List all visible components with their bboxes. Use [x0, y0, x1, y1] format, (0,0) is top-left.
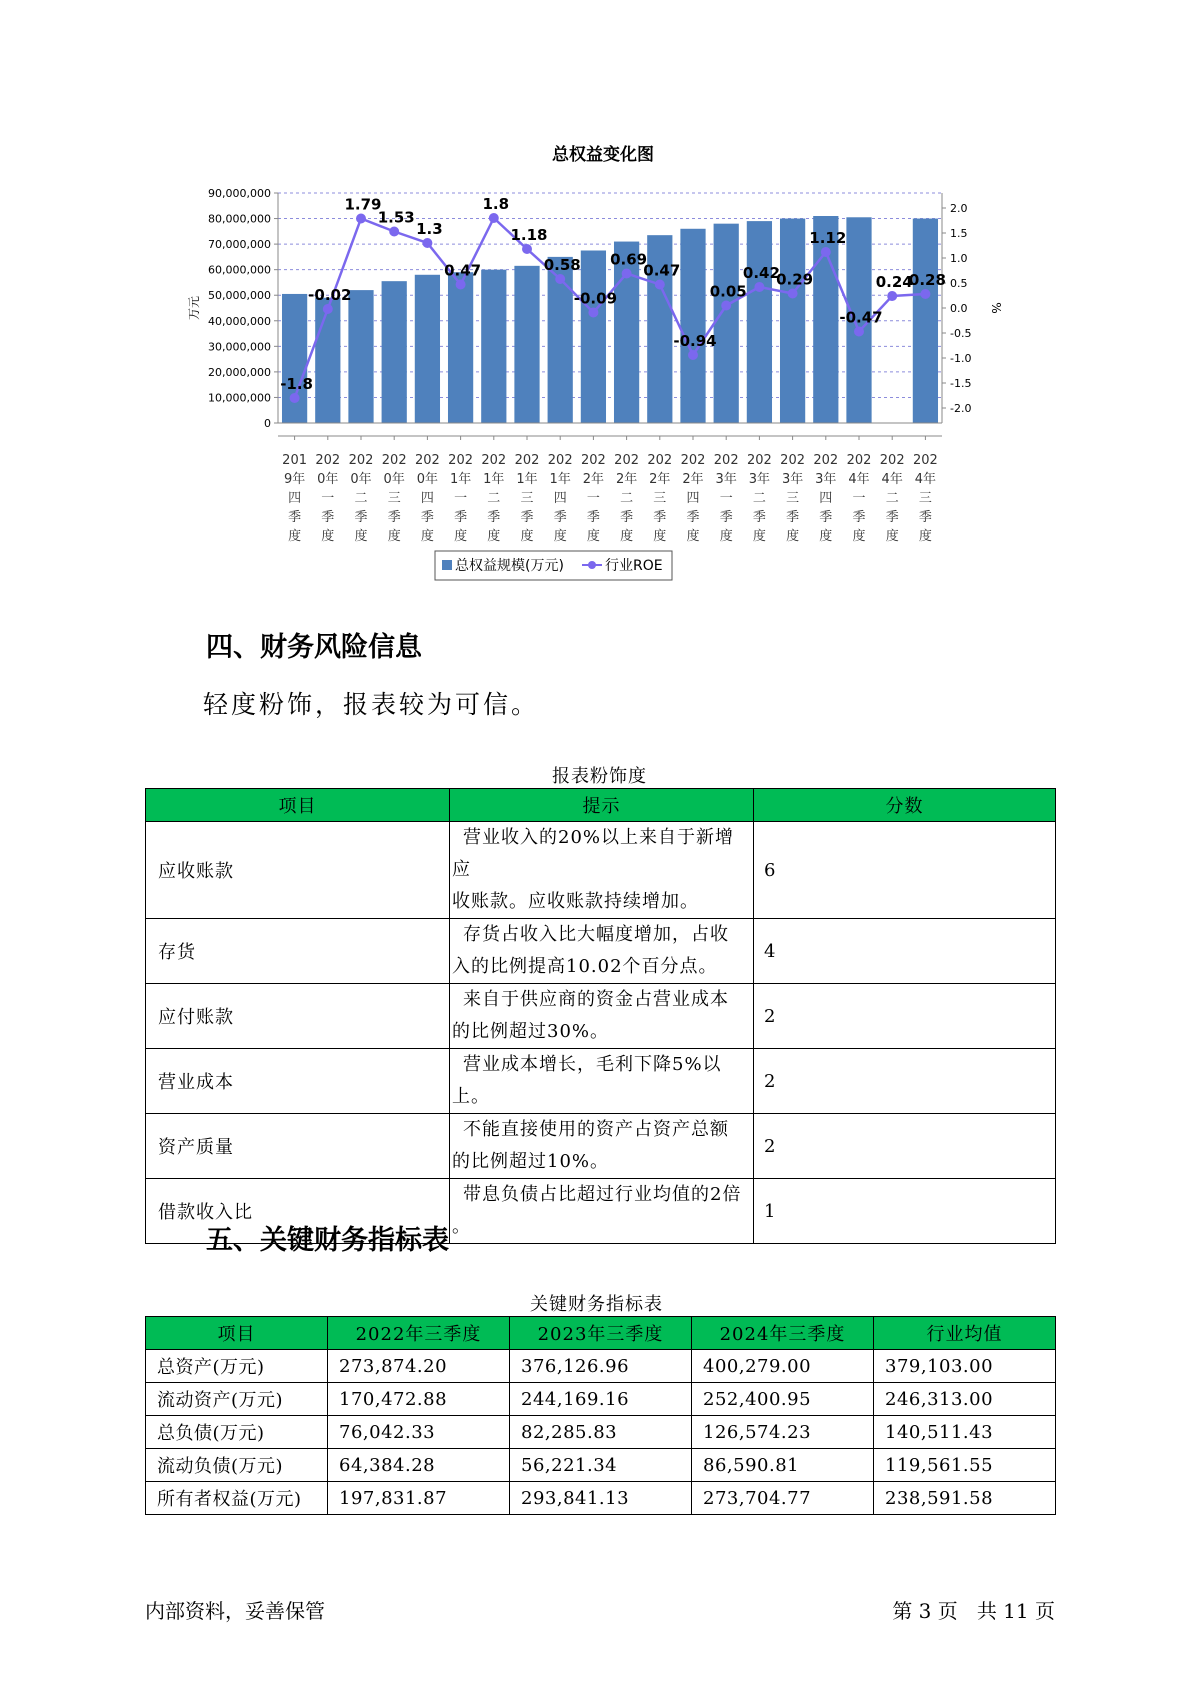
x-tick-label: 度: [420, 529, 434, 544]
x-tick-label: 度: [487, 529, 501, 544]
hint-line: 的比例超过10%。: [452, 1151, 610, 1172]
x-tick-label: 季: [454, 510, 468, 525]
x-tick-label: 2年: [649, 472, 671, 487]
x-tick-label: 季: [719, 510, 733, 525]
x-tick-label: 季: [653, 510, 667, 525]
right-tick-label: -2.0: [950, 402, 972, 415]
footer-page-number: 第 3 页 共 11 页: [892, 1599, 1055, 1623]
right-tick-label: -1.5: [950, 377, 972, 390]
x-tick-label: 度: [752, 529, 766, 544]
x-tick-label: 二: [620, 491, 634, 506]
roe-data-label: -0.94: [673, 332, 717, 350]
x-tick-label: 1年: [449, 472, 472, 487]
equity-bar: [581, 251, 606, 424]
equity-bar: [448, 272, 473, 423]
x-tick-label: 一: [454, 491, 468, 506]
risk-score: 1: [754, 1179, 1056, 1244]
right-tick-label: 0.0: [950, 302, 968, 315]
x-tick-label: 0年: [416, 472, 439, 487]
x-tick-label: 四: [819, 491, 833, 506]
right-tick-label: 0.5: [950, 277, 968, 290]
x-tick-label: 季: [586, 510, 600, 525]
kf-value: 244,169.16: [510, 1383, 692, 1416]
kf-value: 64,384.28: [328, 1449, 510, 1482]
roe-data-label: -1.8: [280, 375, 314, 393]
roe-point: [456, 280, 466, 290]
roe-data-label: 0.47: [444, 261, 482, 280]
risk-score: 2: [754, 984, 1056, 1049]
x-tick-label: 202: [448, 453, 474, 468]
risk-item: 应付账款: [146, 984, 450, 1049]
hint-line: 来自于供应商的资金占营业成本: [463, 989, 729, 1010]
roe-point: [754, 282, 764, 292]
x-tick-label: 度: [653, 529, 667, 544]
table-row: [146, 1114, 1056, 1179]
x-tick-label: 二: [885, 491, 899, 506]
kf-value: 238,591.58: [874, 1482, 1056, 1515]
roe-data-label: 0.28: [908, 271, 946, 289]
table-row: [146, 919, 1056, 984]
hint-line: 的比例超过30%。: [452, 1021, 610, 1042]
kf-value: 293,841.13: [510, 1482, 692, 1515]
roe-point: [489, 213, 499, 223]
risk-table: [145, 788, 1056, 1244]
x-tick-label: 3年: [748, 472, 771, 487]
roe-data-label: 1.18: [510, 226, 548, 244]
left-axis-ticks: [208, 187, 278, 430]
legend-bar-label: 总权益规模(万元): [455, 558, 564, 574]
x-tick-label: 一: [719, 491, 733, 506]
x-tick-label: 9年: [283, 472, 306, 487]
x-tick-label: 三: [786, 491, 800, 506]
equity-bar: [348, 290, 373, 423]
x-tick-label: 二: [354, 491, 368, 506]
key-financial-table: [145, 1316, 1056, 1515]
kf-value: 170,472.88: [328, 1383, 510, 1416]
roe-data-label: 0.05: [709, 282, 747, 301]
kf-value: 86,590.81: [692, 1449, 874, 1482]
roe-data-label: 0.69: [610, 250, 648, 269]
chart-legend: [435, 551, 672, 580]
header-cell: 2022年三季度: [328, 1317, 510, 1350]
header-cell: 2024年三季度: [692, 1317, 874, 1350]
roe-data-label: 1.53: [377, 208, 415, 227]
roe-data-label: -0.09: [573, 289, 618, 308]
risk-item: 营业成本: [146, 1049, 450, 1114]
kf-value: 126,574.23: [692, 1416, 874, 1449]
risk-item: 借款收入比: [146, 1179, 450, 1244]
left-tick-label: 10,000,000: [208, 391, 271, 405]
roe-point: [290, 393, 300, 403]
roe-point: [588, 308, 598, 318]
roe-point: [688, 350, 698, 360]
risk-hint: [450, 919, 754, 984]
table-row: [146, 1049, 1056, 1114]
x-tick-label: 4年: [914, 472, 937, 487]
roe-point: [323, 304, 333, 314]
x-tick-label: 201: [282, 453, 308, 468]
left-tick-label: 90,000,000: [208, 187, 271, 200]
x-tick-label: 3年: [815, 472, 837, 487]
risk-hint: [450, 1114, 754, 1179]
x-tick-label: 202: [614, 453, 640, 468]
legend-line-marker: [588, 561, 596, 569]
x-tick-label: 三: [653, 491, 667, 506]
roe-data-label: 0.24: [875, 273, 913, 291]
x-tick-label: 度: [918, 529, 932, 544]
equity-bar: [680, 229, 705, 423]
x-tick-label: 度: [321, 529, 335, 544]
x-tick-label: 三: [918, 491, 932, 506]
x-tick-label: 202: [713, 453, 739, 468]
x-tick-label: 三: [387, 491, 401, 506]
x-tick-label: 202: [647, 453, 673, 468]
x-tick-label: 季: [686, 510, 700, 525]
hint-line: 带息负债占比超过行业均值的2倍: [463, 1184, 742, 1205]
x-tick-label: 4年: [881, 472, 903, 487]
left-tick-label: 50,000,000: [208, 289, 271, 303]
legend-bar-swatch: [442, 560, 452, 570]
equity-bar: [481, 270, 506, 423]
x-tick-label: 季: [918, 510, 932, 525]
x-tick-label: 度: [686, 529, 700, 544]
x-tick-label: 202: [879, 453, 905, 468]
x-tick-label: 一: [852, 491, 866, 506]
roe-point: [622, 269, 632, 279]
section4-heading: 四、财务风险信息: [206, 632, 422, 663]
kf-value: 273,704.77: [692, 1482, 874, 1515]
x-axis-ticks: [282, 436, 938, 544]
equity-bar: [747, 221, 772, 423]
risk-item: 应收账款: [146, 822, 450, 919]
roe-data-label: 0.58: [543, 256, 581, 274]
x-tick-label: 一: [321, 491, 335, 506]
x-tick-label: 4年: [848, 472, 870, 487]
kf-value: 273,874.20: [328, 1350, 510, 1383]
x-tick-label: 度: [719, 529, 733, 544]
x-tick-label: 度: [553, 529, 567, 544]
left-tick-label: 80,000,000: [208, 212, 271, 226]
x-tick-label: 四: [288, 491, 302, 506]
risk-score: 2: [754, 1114, 1056, 1179]
left-tick-label: 40,000,000: [208, 314, 271, 328]
kf-item: 所有者权益(万元): [146, 1482, 328, 1515]
roe-point: [721, 301, 731, 311]
x-tick-label: 度: [786, 529, 800, 544]
roe-point: [356, 214, 366, 224]
x-tick-label: 四: [686, 491, 700, 506]
x-tick-label: 季: [354, 510, 368, 525]
x-tick-label: 季: [288, 510, 302, 525]
x-tick-label: 一: [586, 491, 600, 506]
x-tick-label: 202: [348, 453, 374, 468]
roe-data-label: -0.47: [839, 308, 883, 327]
kf-value: 379,103.00: [874, 1350, 1056, 1383]
risk-score: 4: [754, 919, 1056, 984]
x-tick-label: 202: [912, 453, 938, 468]
table-row: [146, 822, 1056, 919]
x-tick-label: 2年: [615, 472, 638, 487]
x-tick-label: 度: [819, 529, 833, 544]
right-axis-ticks: [942, 202, 971, 415]
x-tick-label: 三: [520, 491, 534, 506]
header-cell: 行业均值: [874, 1317, 1056, 1350]
hint-line: 营业收入的20%以上来自于新增应: [452, 827, 735, 880]
left-tick-label: 0: [264, 417, 271, 430]
header-cell: 项目: [146, 789, 450, 822]
x-tick-label: 季: [387, 510, 401, 525]
x-tick-label: 季: [786, 510, 800, 525]
x-tick-label: 季: [520, 510, 534, 525]
roe-point: [555, 274, 565, 284]
x-tick-label: 202: [813, 453, 839, 468]
x-tick-label: 二: [752, 491, 766, 506]
risk-hint: [450, 984, 754, 1049]
chart-title: 总权益变化图: [552, 145, 654, 165]
x-tick-label: 3年: [715, 472, 737, 487]
x-tick-label: 2年: [682, 472, 704, 487]
hint-line: 入的比例提高10.02个百分点。: [452, 956, 718, 977]
equity-bar: [714, 224, 739, 423]
right-tick-label: 1.0: [950, 252, 968, 265]
equity-bar: [415, 275, 440, 423]
y-right-axis-label: %: [989, 302, 1003, 314]
x-tick-label: 202: [381, 453, 407, 468]
kf-value: 82,285.83: [510, 1416, 692, 1449]
x-tick-label: 1年: [516, 472, 538, 487]
hint-line: 收账款。应收账款持续增加。: [452, 891, 699, 912]
right-tick-label: -0.5: [950, 327, 972, 340]
kf-value: 246,313.00: [874, 1383, 1056, 1416]
table-row: [146, 1416, 1056, 1449]
x-tick-label: 度: [852, 529, 866, 544]
roe-point: [887, 291, 897, 301]
kf-value: 400,279.00: [692, 1350, 874, 1383]
x-tick-label: 3年: [781, 472, 804, 487]
table-row: [146, 1449, 1056, 1482]
roe-point: [788, 289, 798, 299]
kf-value: 140,511.43: [874, 1416, 1056, 1449]
left-tick-label: 70,000,000: [208, 238, 271, 252]
risk-summary-text: 轻度粉饰，报表较为可信。: [203, 690, 540, 719]
x-tick-label: 季: [819, 510, 833, 525]
x-tick-label: 度: [387, 529, 401, 544]
roe-point: [821, 247, 831, 257]
key-financial-table-caption: 关键财务指标表: [530, 1294, 663, 1315]
x-tick-label: 0年: [383, 472, 405, 487]
legend-line-label: 行业ROE: [605, 558, 663, 574]
equity-bar: [382, 281, 407, 423]
header-cell: 提示: [450, 789, 754, 822]
x-tick-label: 202: [680, 453, 706, 468]
x-tick-label: 度: [454, 529, 468, 544]
x-tick-label: 202: [547, 453, 573, 468]
x-tick-label: 202: [315, 453, 341, 468]
x-tick-label: 四: [420, 491, 434, 506]
risk-score: 2: [754, 1049, 1056, 1114]
x-tick-label: 202: [746, 453, 772, 468]
x-tick-label: 度: [620, 529, 634, 544]
risk-table-caption: 报表粉饰度: [552, 766, 647, 787]
header-cell: 分数: [754, 789, 1056, 822]
hint-line: 不能直接使用的资产占资产总额: [463, 1119, 729, 1140]
risk-item: 存货: [146, 919, 450, 984]
left-tick-label: 60,000,000: [208, 263, 271, 277]
roe-data-label: 1.3: [416, 220, 443, 238]
kf-value: 76,042.33: [328, 1416, 510, 1449]
kf-value: 376,126.96: [510, 1350, 692, 1383]
header-cell: 2023年三季度: [510, 1317, 692, 1350]
kf-value: 56,221.34: [510, 1449, 692, 1482]
equity-bar: [514, 266, 539, 423]
roe-data-label: -0.02: [308, 286, 352, 304]
roe-data-label: 0.42: [742, 264, 780, 282]
kf-item: 总资产(万元): [146, 1350, 328, 1383]
x-tick-label: 度: [520, 529, 534, 544]
total-equity-chart: [170, 138, 1010, 593]
roe-data-label: 0.29: [776, 270, 814, 289]
x-tick-label: 0年: [317, 472, 339, 487]
kf-item: 总负债(万元): [146, 1416, 328, 1449]
x-tick-label: 季: [852, 510, 866, 525]
x-tick-label: 202: [780, 453, 806, 468]
x-tick-label: 202: [580, 453, 606, 468]
roe-point: [522, 244, 532, 254]
table-row: [146, 1482, 1056, 1515]
table-row: [146, 984, 1056, 1049]
equity-bar: [913, 219, 938, 423]
roe-point: [854, 327, 864, 337]
left-tick-label: 20,000,000: [208, 365, 271, 379]
kf-value: 197,831.87: [328, 1482, 510, 1515]
x-tick-label: 0年: [350, 472, 372, 487]
risk-hint: [450, 1049, 754, 1114]
kf-item: 流动资产(万元): [146, 1383, 328, 1416]
roe-point: [422, 238, 432, 248]
x-tick-label: 1年: [549, 472, 571, 487]
x-tick-label: 季: [420, 510, 434, 525]
x-tick-label: 2年: [582, 472, 605, 487]
equity-bar: [780, 219, 805, 423]
roe-point: [655, 280, 665, 290]
x-tick-label: 202: [846, 453, 872, 468]
hint-line: 营业成本增长，毛利下降5%以上。: [452, 1054, 722, 1107]
right-tick-label: 2.0: [950, 202, 968, 215]
x-tick-label: 季: [487, 510, 501, 525]
x-tick-label: 季: [620, 510, 634, 525]
x-tick-label: 度: [354, 529, 368, 544]
x-tick-label: 度: [586, 529, 600, 544]
x-tick-label: 202: [414, 453, 440, 468]
x-tick-label: 1年: [483, 472, 505, 487]
risk-hint: [450, 822, 754, 919]
right-tick-label: -1.0: [950, 352, 972, 365]
section5-heading: 五、关键财务指标表: [206, 1225, 449, 1256]
roe-data-label: 1.79: [344, 195, 382, 214]
roe-point: [920, 289, 930, 299]
x-tick-label: 202: [481, 453, 507, 468]
roe-point: [389, 227, 399, 237]
roe-data-label: 1.12: [809, 229, 847, 247]
kf-table-header: [146, 1317, 1056, 1350]
kf-value: 119,561.55: [874, 1449, 1056, 1482]
x-tick-label: 四: [553, 491, 567, 506]
x-tick-label: 季: [321, 510, 335, 525]
risk-score: 6: [754, 822, 1056, 919]
equity-bar: [282, 294, 307, 423]
table-row: [146, 1350, 1056, 1383]
header-cell: 项目: [146, 1317, 328, 1350]
x-tick-label: 季: [885, 510, 899, 525]
risk-table-header: [146, 789, 1056, 822]
x-tick-label: 202: [514, 453, 540, 468]
x-tick-label: 季: [553, 510, 567, 525]
x-tick-label: 度: [288, 529, 302, 544]
footer-confidential-note: 内部资料，妥善保管: [145, 1599, 325, 1623]
roe-data-label: 1.8: [482, 195, 510, 213]
roe-data-label: 0.47: [643, 261, 681, 280]
left-tick-label: 30,000,000: [208, 340, 271, 354]
risk-hint: [450, 1179, 754, 1244]
x-tick-label: 二: [487, 491, 501, 506]
hint-line: 。: [452, 1216, 471, 1237]
table-row: [146, 1383, 1056, 1416]
kf-value: 252,400.95: [692, 1383, 874, 1416]
x-tick-label: 季: [752, 510, 766, 525]
right-tick-label: 1.5: [950, 227, 968, 240]
roe-data-labels: [280, 195, 946, 393]
equity-bar: [315, 298, 340, 423]
y-left-axis-label: 万元: [187, 295, 201, 321]
hint-line: 存货占收入比大幅度增加，占收: [463, 924, 729, 945]
kf-item: 流动负债(万元): [146, 1449, 328, 1482]
risk-item: 资产质量: [146, 1114, 450, 1179]
x-tick-label: 度: [885, 529, 899, 544]
